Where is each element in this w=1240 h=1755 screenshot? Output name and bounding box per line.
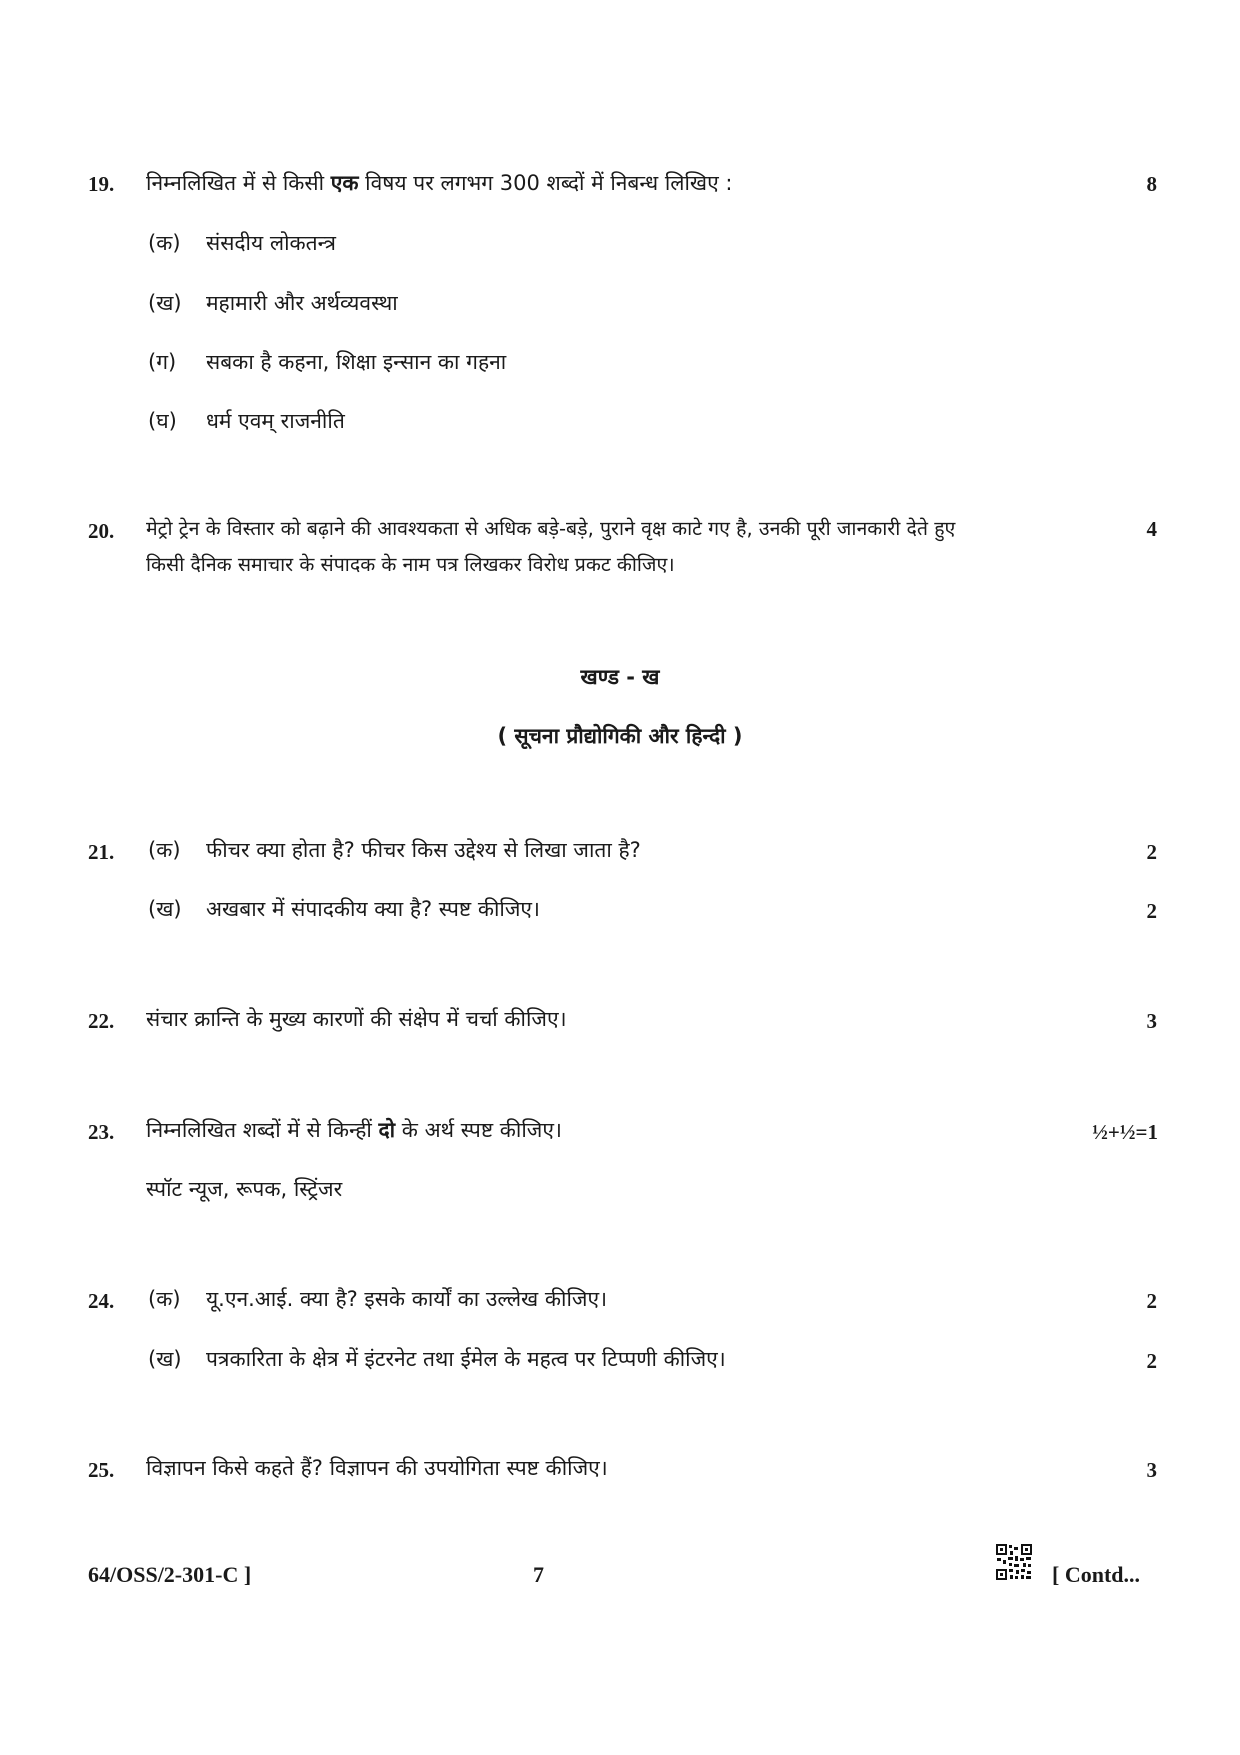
question-text-part: निम्नलिखित में से किसी [146,171,331,195]
emphasis-text: दो [378,1118,396,1142]
option-item [148,348,506,376]
option-label: (क) [148,231,181,255]
marks: 2 [1146,840,1157,864]
marks: ½+½=1 [1092,1120,1158,1144]
sub-question [148,1345,726,1373]
option-label: (ख) [148,291,182,315]
option-text: फीचर क्या होता है? फीचर किस उद्देश्य से लिखा जाता है? [206,838,641,862]
question-number: 22. [88,1009,115,1033]
option-item [148,229,336,257]
option-label: (ग) [148,350,177,374]
question-number: 23. [88,1120,115,1144]
question-number: 21. [88,840,115,864]
question-number: 25. [88,1458,115,1482]
option-text: संसदीय लोकतन्त्र [206,231,337,255]
marks: 2 [1146,899,1157,923]
page-number: 7 [533,1562,544,1587]
marks: 8 [1146,172,1157,196]
marks: 2 [1146,1289,1157,1313]
question-text [146,1116,562,1144]
question-text-line1: मेट्रो ट्रेन के विस्तार को बढ़ाने की आवश्यकता से अधिक बड़े-बड़े, पुराने वृक्ष काटे गए है, उनकी पूरी जानकारी देते हुए [146,517,956,540]
question-text: संचार क्रान्ति के मुख्य कारणों की संक्षेप में चर्चा कीजिए। [146,1007,567,1031]
marks: 2 [1146,1349,1157,1373]
option-text: सबका है कहना, शिक्षा इन्सान का गहना [206,350,507,374]
paper-code: 64/OSS/2-301-C ] [88,1562,252,1587]
option-item [148,289,398,317]
sub-question [148,836,641,864]
marks: 3 [1146,1009,1157,1033]
option-label: (क) [148,1287,181,1311]
option-label: (घ) [148,409,177,433]
option-text: महामारी और अर्थव्यवस्था [206,291,398,315]
marks: 3 [1146,1458,1157,1482]
sub-question [148,895,540,923]
word-list: स्पॉट न्यूज, रूपक, स्ट्रिंजर [146,1177,343,1201]
option-label: (क) [148,838,181,862]
option-text: धर्म एवम् राजनीति [206,409,345,433]
question-number: 20. [88,519,115,543]
option-label: (ख) [148,1347,182,1371]
emphasis-text: एक [330,171,359,195]
question-number: 24. [88,1289,115,1313]
question-text-part: निम्नलिखित शब्दों में से किन्हीं [146,1118,379,1142]
question-text-part: विषय पर लगभग 300 शब्दों में निबन्ध लिखिए : [358,171,733,195]
continued-label: [ Contd... [1052,1562,1141,1587]
qr-code-icon [995,1543,1033,1581]
question-text [146,169,732,197]
option-text: अखबार में संपादकीय क्या है? स्पष्ट कीजिए। [206,897,540,921]
section-subtitle: ( सूचना प्रौद्योगिकी और हिन्दी ) [497,724,743,748]
option-label: (ख) [148,897,182,921]
sub-question [148,1285,607,1313]
option-text: पत्रकारिता के क्षेत्र में इंटरनेट तथा ईमेल के महत्व पर टिप्पणी कीजिए। [206,1347,726,1371]
option-item [148,407,345,435]
question-text-part: के अर्थ स्पष्ट कीजिए। [395,1118,562,1142]
question-number: 19. [88,172,115,196]
section-title: खण्ड - ख [580,665,660,689]
marks: 4 [1146,517,1157,541]
question-text-line2: किसी दैनिक समाचार के संपादक के नाम पत्र लिखकर विरोध प्रकट कीजिए। [146,553,675,576]
question-text: विज्ञापन किसे कहते हैं? विज्ञापन की उपयोगिता स्पष्ट कीजिए। [146,1456,608,1480]
option-text: यू.एन.आई. क्या है? इसके कार्यों का उल्लेख कीजिए। [206,1287,608,1311]
